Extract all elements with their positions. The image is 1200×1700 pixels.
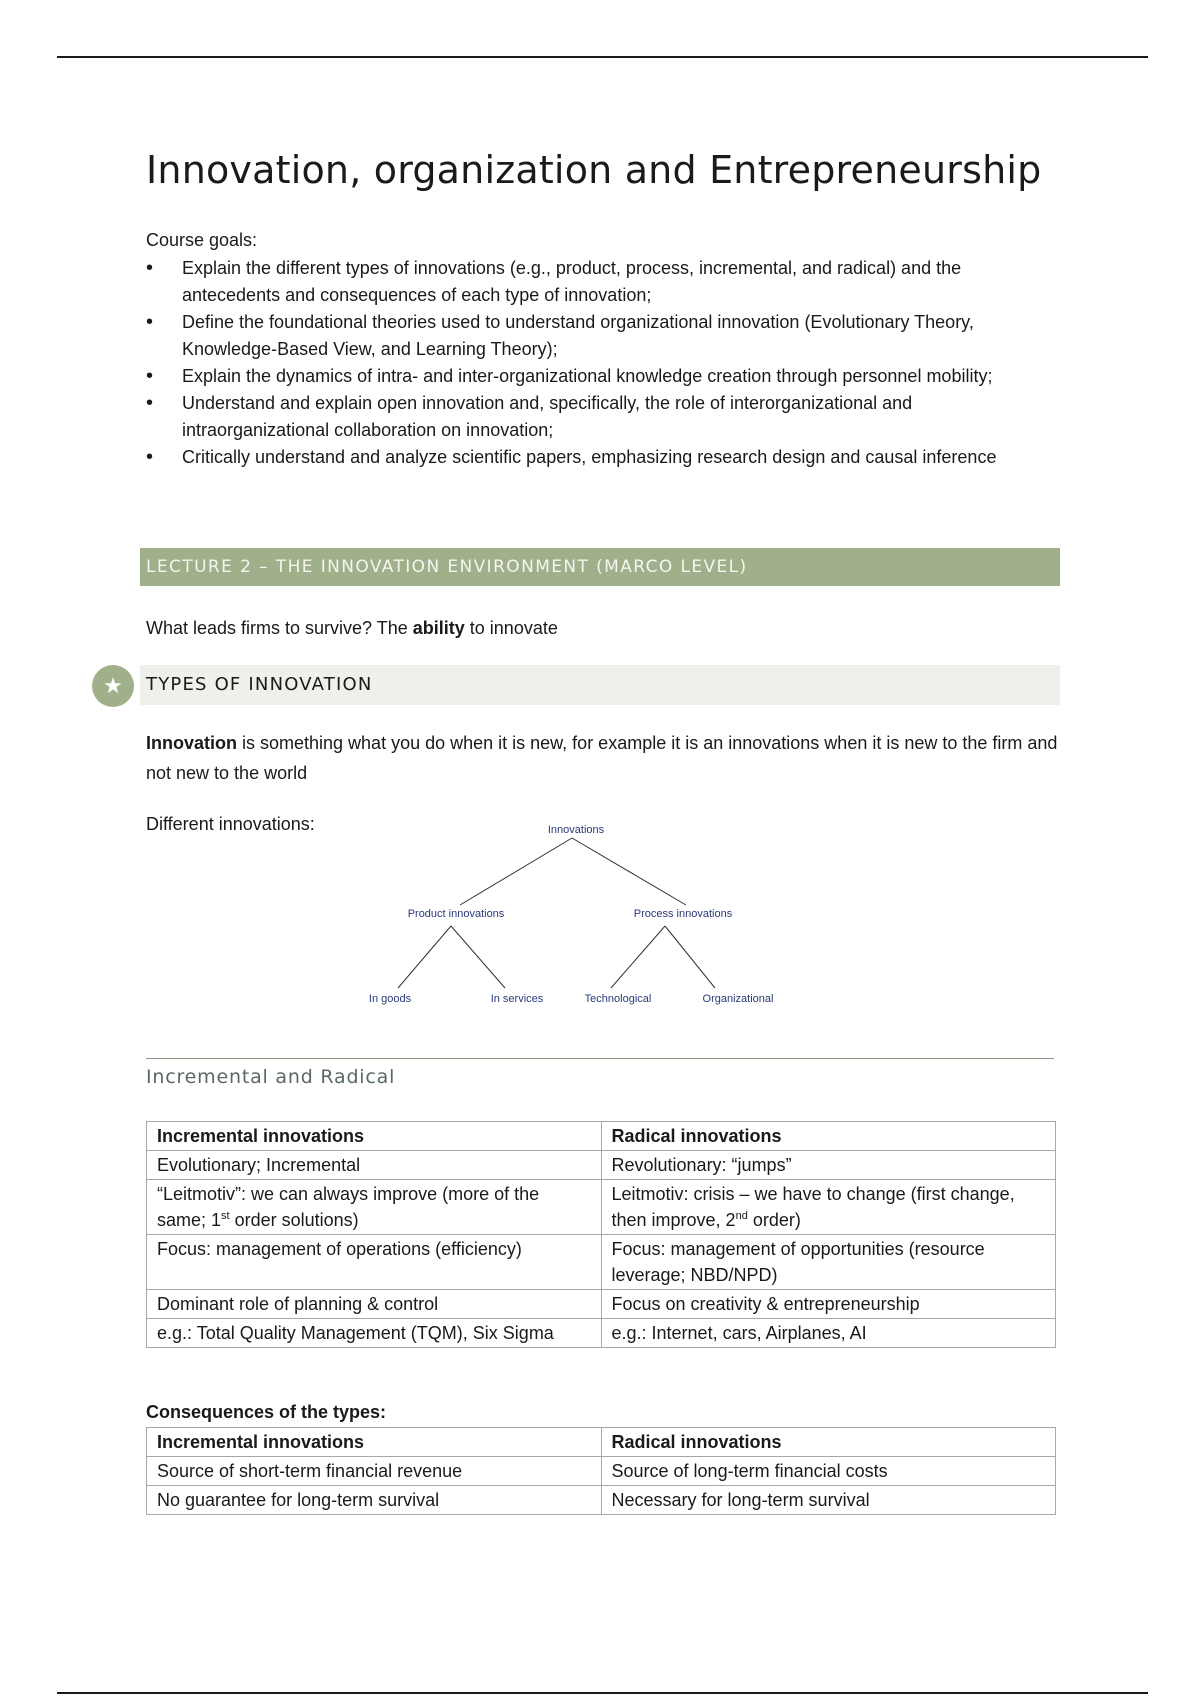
cell-text: “Leitmotiv”: we can always improve (more of the same; 1 [157,1184,540,1230]
innovation-definition: is something what you do when it is new, for example it is an innovations when it is new to the firm and not new to the world [146,733,1058,783]
table-row [147,1319,1056,1348]
tree-edge [611,926,665,988]
ordinal-suffix: st [221,1210,230,1222]
goal-item: • Define the foundational theories used to understand organizational innovation (Evolutionary Theory, Knowledge-Based View, and Learning Theory); [146,309,1046,363]
node-technological: Technological [584,993,652,1005]
table-cell: Evolutionary; Incremental [147,1151,602,1180]
table-cell: Dominant role of planning & control [147,1290,602,1319]
lead-bold: ability [412,618,465,638]
table-row [147,1290,1056,1319]
goal-item: • Explain the different types of innovations (e.g., product, process, incremental, and radical) and the antecedents and consequences of each type of innovation; [146,255,1046,309]
tree-edge [460,838,572,905]
cell-text: Leitmotiv: crisis – we have to change (first change, then improve, 2 [611,1184,1015,1230]
star-icon: ★ [92,665,134,707]
table-cell: e.g.: Internet, cars, Airplanes, AI [601,1319,1056,1348]
table-cell: Necessary for long-term survival [601,1486,1056,1515]
table-cell: Revolutionary: “jumps” [601,1151,1056,1180]
node-innovations: Innovations [547,824,605,836]
node-process-innovations: Process innovations [633,908,733,920]
table-cell: e.g.: Total Quality Management (TQM), Six Sigma [147,1319,602,1348]
lead-sentence [146,618,558,639]
table-cell: Source of long-term financial costs [601,1457,1056,1486]
tree-edge [398,926,451,988]
innovation-paragraph [146,728,1066,788]
tree-edge [451,926,505,988]
top-rule [57,56,1148,58]
tree-edge [665,926,715,988]
table-cell [601,1180,1056,1235]
goal-item: • Critically understand and analyze scientific papers, emphasizing research design and causal inference [146,444,1046,471]
node-product-innovations: Product innovations [407,908,505,920]
table-header-cell: Incremental innovations [147,1122,602,1151]
table-cell [147,1180,602,1235]
goal-item: • Explain the dynamics of intra- and inter-organizational knowledge creation through personnel mobility; [146,363,1046,390]
table-header-cell: Radical innovations [601,1428,1056,1457]
bottom-rule [57,1692,1148,1694]
innovation-term: Innovation [146,733,237,753]
table-row [147,1457,1056,1486]
table-header-cell: Incremental innovations [147,1428,602,1457]
table-header-cell: Radical innovations [601,1122,1056,1151]
lead-text-end: to innovate [464,618,558,638]
node-organizational: Organizational [702,993,774,1005]
goal-item: • Understand and explain open innovation and, specifically, the role of interorganizational and intraorganizational collaboration on innovation; [146,390,1046,444]
cell-text: order) [747,1210,801,1230]
lead-text: What leads firms to survive? The [146,618,413,638]
table-cell: Focus: management of opportunities (resource leverage; NBD/NPD) [601,1235,1056,1290]
divider [146,1058,1054,1059]
cell-text: order solutions) [229,1210,359,1230]
goals-label: Course goals: [146,230,258,250]
node-in-goods: In goods [368,993,412,1005]
table-row [147,1235,1056,1290]
lecture-heading: LECTURE 2 – THE INNOVATION ENVIRONMENT (MARCO LEVEL) [140,548,1060,586]
table-row [147,1151,1056,1180]
node-in-services: In services [490,993,544,1005]
table-cell: Source of short-term financial revenue [147,1457,602,1486]
ordinal-suffix: nd [735,1210,748,1222]
table-cell: Focus: management of operations (efficiency) [147,1235,602,1290]
comparison-table [146,1121,1056,1348]
table-row [147,1486,1056,1515]
innovation-tree-diagram [360,815,780,1015]
table-header-row [147,1122,1056,1151]
consequences-table [146,1427,1056,1515]
section-heading: TYPES OF INNOVATION [140,665,1060,705]
goals-list [146,255,1046,471]
table-cell: Focus on creativity & entrepreneurship [601,1290,1056,1319]
table-row [147,1180,1056,1235]
tree-edge [572,838,686,905]
consequences-label: Consequences of the types: [146,1402,387,1422]
subheading: Incremental and Radical [146,1066,396,1088]
table-cell: No guarantee for long-term survival [147,1486,602,1515]
page-title: Innovation, organization and Entrepreneurship [146,148,1042,192]
different-innovations-label: Different innovations: [146,814,315,834]
table-header-row [147,1428,1056,1457]
